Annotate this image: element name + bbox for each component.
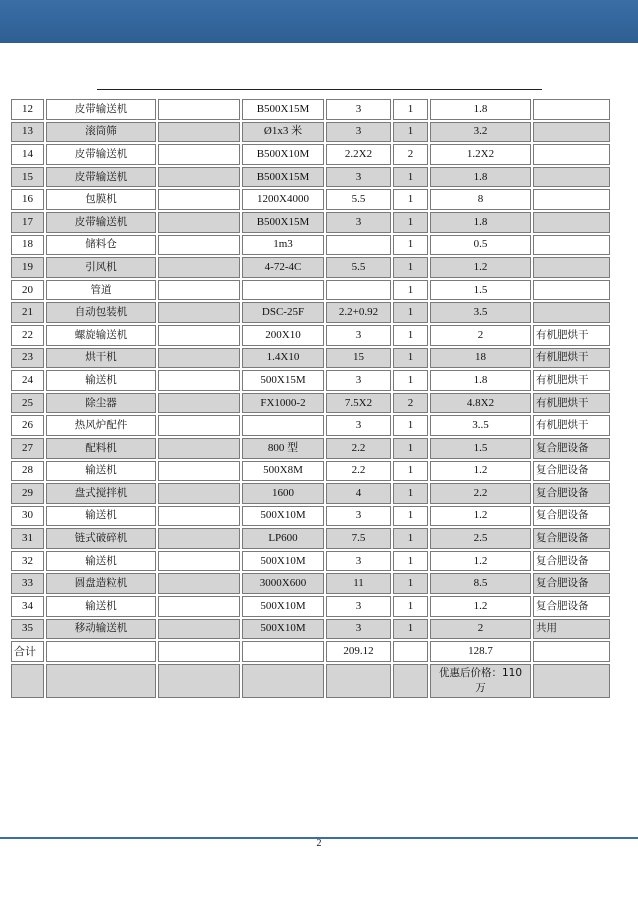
specification-cell: 800 型 — [242, 438, 324, 459]
equipment-name-cell: 配料机 — [46, 438, 156, 459]
item-number-cell: 25 — [11, 393, 44, 414]
power-cell — [326, 235, 391, 256]
power-cell: 11 — [326, 573, 391, 594]
table-row — [11, 483, 610, 504]
total-row — [11, 641, 610, 662]
note-cell — [533, 167, 610, 188]
specification-cell: 500X15M — [242, 370, 324, 391]
equipment-name-cell: 输送机 — [46, 370, 156, 391]
price-cell: 1.2 — [430, 257, 531, 278]
item-number-cell: 33 — [11, 573, 44, 594]
specification-cell: DSC-25F — [242, 302, 324, 323]
power-cell: 3 — [326, 370, 391, 391]
power-cell: 3 — [326, 551, 391, 572]
note-cell: 有机肥烘干 — [533, 370, 610, 391]
price-cell: 1.8 — [430, 167, 531, 188]
note-cell: 有机肥烘干 — [533, 393, 610, 414]
blank-cell — [158, 280, 240, 301]
price-cell: 2 — [430, 619, 531, 640]
price-cell: 1.2 — [430, 596, 531, 617]
equipment-name-cell: 皮带输送机 — [46, 167, 156, 188]
quantity-cell: 1 — [393, 99, 428, 120]
table-row — [11, 348, 610, 369]
table-body — [11, 99, 610, 698]
table-row — [11, 99, 610, 120]
power-cell: 3 — [326, 122, 391, 143]
price-cell: 1.8 — [430, 99, 531, 120]
note-cell — [533, 235, 610, 256]
quantity-cell: 1 — [393, 122, 428, 143]
blank-cell — [158, 144, 240, 165]
table-row — [11, 461, 610, 482]
price-cell: 4.8X2 — [430, 393, 531, 414]
blank-cell — [158, 438, 240, 459]
quantity-cell: 1 — [393, 257, 428, 278]
specification-cell: LP600 — [242, 528, 324, 549]
quantity-cell: 1 — [393, 235, 428, 256]
equipment-name-cell: 烘干机 — [46, 348, 156, 369]
note-cell — [533, 302, 610, 323]
equipment-name-cell: 皮带输送机 — [46, 144, 156, 165]
blank-cell — [242, 641, 324, 662]
power-cell: 3 — [326, 506, 391, 527]
specification-cell: 500X10M — [242, 506, 324, 527]
specification-cell: 1200X4000 — [242, 189, 324, 210]
equipment-name-cell: 输送机 — [46, 596, 156, 617]
specification-cell: 500X10M — [242, 619, 324, 640]
equipment-name-cell: 链式破碎机 — [46, 528, 156, 549]
price-cell: 2.2 — [430, 483, 531, 504]
quantity-cell: 1 — [393, 302, 428, 323]
table-row — [11, 573, 610, 594]
specification-cell: 4-72-4C — [242, 257, 324, 278]
quantity-cell: 1 — [393, 280, 428, 301]
equipment-name-cell: 皮带输送机 — [46, 99, 156, 120]
item-number-cell: 13 — [11, 122, 44, 143]
specification-cell: 1m3 — [242, 235, 324, 256]
equipment-name-cell: 包膜机 — [46, 189, 156, 210]
item-number-cell: 16 — [11, 189, 44, 210]
note-cell — [533, 212, 610, 233]
table-row — [11, 189, 610, 210]
specification-cell: B500X15M — [242, 212, 324, 233]
power-cell: 3 — [326, 99, 391, 120]
blank-cell — [158, 483, 240, 504]
discount-price-cell: 优惠后价格：110 万 — [430, 664, 531, 698]
power-cell: 3 — [326, 167, 391, 188]
note-cell: 复合肥设备 — [533, 551, 610, 572]
item-number-cell: 21 — [11, 302, 44, 323]
equipment-name-cell: 储料仓 — [46, 235, 156, 256]
equipment-name-cell: 滚筒筛 — [46, 122, 156, 143]
table-row — [11, 551, 610, 572]
price-cell: 1.2 — [430, 461, 531, 482]
quantity-cell: 1 — [393, 370, 428, 391]
power-cell: 15 — [326, 348, 391, 369]
item-number-cell: 15 — [11, 167, 44, 188]
table-row — [11, 393, 610, 414]
blank-cell — [242, 664, 324, 698]
blank-cell — [158, 325, 240, 346]
quantity-cell: 1 — [393, 483, 428, 504]
blank-cell — [158, 257, 240, 278]
item-number-cell: 22 — [11, 325, 44, 346]
table-row — [11, 302, 610, 323]
blank-cell — [326, 664, 391, 698]
quantity-cell: 1 — [393, 212, 428, 233]
item-number-cell: 27 — [11, 438, 44, 459]
item-number-cell: 35 — [11, 619, 44, 640]
note-cell: 复合肥设备 — [533, 573, 610, 594]
specification-cell — [242, 280, 324, 301]
item-number-cell: 17 — [11, 212, 44, 233]
quantity-cell: 2 — [393, 393, 428, 414]
equipment-name-cell: 盘式搅拌机 — [46, 483, 156, 504]
note-cell: 有机肥烘干 — [533, 325, 610, 346]
power-cell: 2.2+0.92 — [326, 302, 391, 323]
power-cell: 3 — [326, 596, 391, 617]
note-cell — [533, 189, 610, 210]
item-number-cell: 12 — [11, 99, 44, 120]
specification-cell: 3000X600 — [242, 573, 324, 594]
equipment-name-cell: 除尘器 — [46, 393, 156, 414]
item-number-cell: 24 — [11, 370, 44, 391]
price-cell: 18 — [430, 348, 531, 369]
table-row — [11, 122, 610, 143]
blank-cell — [158, 348, 240, 369]
price-cell: 8.5 — [430, 573, 531, 594]
power-cell: 3 — [326, 325, 391, 346]
item-number-cell: 30 — [11, 506, 44, 527]
specification-cell: FX1000-2 — [242, 393, 324, 414]
blank-cell — [158, 551, 240, 572]
table-row — [11, 257, 610, 278]
quantity-cell: 1 — [393, 506, 428, 527]
blank-cell — [158, 506, 240, 527]
power-cell: 3 — [326, 415, 391, 436]
item-number-cell: 19 — [11, 257, 44, 278]
specification-cell: B500X10M — [242, 144, 324, 165]
specification-cell — [242, 415, 324, 436]
quantity-cell: 1 — [393, 551, 428, 572]
price-cell: 2 — [430, 325, 531, 346]
price-cell: 8 — [430, 189, 531, 210]
blank-cell — [158, 122, 240, 143]
equipment-name-cell: 输送机 — [46, 461, 156, 482]
specification-cell: B500X15M — [242, 99, 324, 120]
quantity-cell: 1 — [393, 189, 428, 210]
blank-cell — [158, 573, 240, 594]
item-number-cell: 28 — [11, 461, 44, 482]
table-row — [11, 438, 610, 459]
table-row — [11, 528, 610, 549]
table-row — [11, 415, 610, 436]
specification-cell: 200X10 — [242, 325, 324, 346]
price-cell: 1.8 — [430, 370, 531, 391]
specification-cell: 500X10M — [242, 596, 324, 617]
blank-cell — [158, 302, 240, 323]
total-power-cell: 209.12 — [326, 641, 391, 662]
blank-cell — [158, 528, 240, 549]
power-cell: 5.5 — [326, 257, 391, 278]
equipment-name-cell: 圆盘造粒机 — [46, 573, 156, 594]
quantity-cell: 1 — [393, 619, 428, 640]
quantity-cell: 1 — [393, 596, 428, 617]
price-cell: 0.5 — [430, 235, 531, 256]
note-cell — [533, 144, 610, 165]
equipment-name-cell: 移动输送机 — [46, 619, 156, 640]
quantity-cell: 1 — [393, 573, 428, 594]
item-number-cell: 20 — [11, 280, 44, 301]
price-cell: 1.5 — [430, 438, 531, 459]
note-cell — [533, 99, 610, 120]
price-cell: 1.2 — [430, 551, 531, 572]
equipment-name-cell: 皮带输送机 — [46, 212, 156, 233]
blank-cell — [158, 235, 240, 256]
table-row — [11, 235, 610, 256]
power-cell: 4 — [326, 483, 391, 504]
title-underline — [97, 89, 542, 90]
power-cell: 7.5X2 — [326, 393, 391, 414]
quantity-cell: 1 — [393, 325, 428, 346]
blank-cell — [158, 393, 240, 414]
table-row — [11, 506, 610, 527]
equipment-name-cell: 自动包装机 — [46, 302, 156, 323]
note-cell: 复合肥设备 — [533, 528, 610, 549]
power-cell: 3 — [326, 619, 391, 640]
equipment-name-cell: 管道 — [46, 280, 156, 301]
table-row — [11, 596, 610, 617]
blank-cell — [158, 664, 240, 698]
table-row — [11, 619, 610, 640]
price-cell: 3.2 — [430, 122, 531, 143]
blank-cell — [158, 641, 240, 662]
equipment-table — [9, 97, 612, 700]
note-cell: 复合肥设备 — [533, 483, 610, 504]
item-number-cell: 26 — [11, 415, 44, 436]
quantity-cell: 1 — [393, 461, 428, 482]
quantity-cell: 1 — [393, 415, 428, 436]
specification-cell: 500X10M — [242, 551, 324, 572]
header-band — [0, 0, 638, 43]
price-cell: 1.2X2 — [430, 144, 531, 165]
blank-cell — [393, 641, 428, 662]
equipment-name-cell: 输送机 — [46, 506, 156, 527]
blank-cell — [158, 212, 240, 233]
table-row — [11, 325, 610, 346]
specification-cell: 1.4X10 — [242, 348, 324, 369]
item-number-cell: 23 — [11, 348, 44, 369]
note-cell: 复合肥设备 — [533, 506, 610, 527]
blank-cell — [158, 167, 240, 188]
page-number: 2 — [316, 838, 322, 849]
power-cell — [326, 280, 391, 301]
blank-cell — [46, 664, 156, 698]
price-cell: 3.5 — [430, 302, 531, 323]
note-cell: 复合肥设备 — [533, 461, 610, 482]
blank-cell — [158, 370, 240, 391]
specification-cell: 1600 — [242, 483, 324, 504]
price-cell: 2.5 — [430, 528, 531, 549]
note-cell: 复合肥设备 — [533, 596, 610, 617]
equipment-name-cell: 热风炉配件 — [46, 415, 156, 436]
table-row — [11, 370, 610, 391]
price-cell: 3..5 — [430, 415, 531, 436]
equipment-name-cell: 螺旋输送机 — [46, 325, 156, 346]
blank-cell — [393, 664, 428, 698]
note-cell: 复合肥设备 — [533, 438, 610, 459]
power-cell: 7.5 — [326, 528, 391, 549]
power-cell: 2.2X2 — [326, 144, 391, 165]
item-number-cell: 29 — [11, 483, 44, 504]
note-cell: 有机肥烘干 — [533, 348, 610, 369]
note-cell: 共用 — [533, 619, 610, 640]
price-cell: 1.8 — [430, 212, 531, 233]
table-row — [11, 167, 610, 188]
specification-cell: 500X8M — [242, 461, 324, 482]
table-row — [11, 144, 610, 165]
item-number-cell: 32 — [11, 551, 44, 572]
power-cell: 5.5 — [326, 189, 391, 210]
blank-cell — [158, 596, 240, 617]
total-price-cell: 128.7 — [430, 641, 531, 662]
table-row — [11, 280, 610, 301]
price-cell: 1.5 — [430, 280, 531, 301]
total-label-cell: 合计 — [11, 641, 44, 662]
blank-cell — [158, 461, 240, 482]
note-cell — [533, 257, 610, 278]
blank-cell — [158, 619, 240, 640]
quantity-cell: 1 — [393, 438, 428, 459]
quantity-cell: 1 — [393, 348, 428, 369]
discount-row — [11, 664, 610, 698]
price-cell: 1.2 — [430, 506, 531, 527]
equipment-name-cell: 引风机 — [46, 257, 156, 278]
power-cell: 2.2 — [326, 461, 391, 482]
blank-cell — [533, 641, 610, 662]
equipment-name-cell: 输送机 — [46, 551, 156, 572]
note-cell — [533, 280, 610, 301]
item-number-cell: 34 — [11, 596, 44, 617]
quantity-cell: 2 — [393, 144, 428, 165]
note-cell: 有机肥烘干 — [533, 415, 610, 436]
power-cell: 2.2 — [326, 438, 391, 459]
blank-cell — [158, 189, 240, 210]
specification-cell: B500X15M — [242, 167, 324, 188]
note-cell — [533, 122, 610, 143]
quantity-cell: 1 — [393, 528, 428, 549]
item-number-cell: 31 — [11, 528, 44, 549]
table-row — [11, 212, 610, 233]
item-number-cell: 14 — [11, 144, 44, 165]
blank-cell — [11, 664, 44, 698]
power-cell: 3 — [326, 212, 391, 233]
quantity-cell: 1 — [393, 167, 428, 188]
item-number-cell: 18 — [11, 235, 44, 256]
blank-cell — [46, 641, 156, 662]
specification-cell: Ø1x3 米 — [242, 122, 324, 143]
blank-cell — [158, 415, 240, 436]
blank-cell — [533, 664, 610, 698]
blank-cell — [158, 99, 240, 120]
